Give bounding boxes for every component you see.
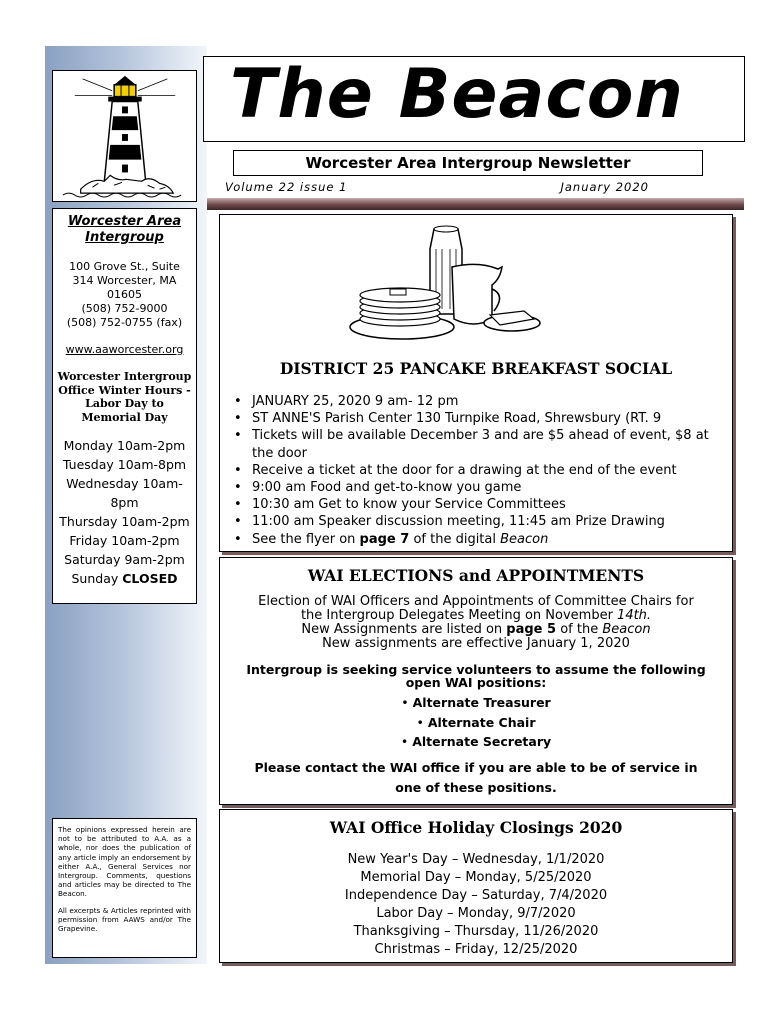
hours-wednesday: Wednesday 10am-8pm [66, 476, 183, 510]
list-item: • Receive a ticket at the door for a drawing at the end of the event [232, 462, 730, 479]
hours-saturday: Saturday 9am-2pm [64, 552, 185, 567]
list-item: • Tickets will be available December 3 and are $5 ahead of event, $8 at the door [232, 427, 730, 461]
office-address: 100 Grove St., Suite 314 Worcester, MA 01605 (508) 752-9000 (508) 752-0755 (fax) [57, 260, 192, 330]
list-item: • ST ANNE'S Parish Center 130 Turnpike Road, Shrewsbury (RT. 9 [232, 410, 730, 427]
office-fax: (508) 752-0755 (fax) [66, 316, 183, 329]
contact-note: Please contact the WAI office if you are able to be of service in one of these positions. [254, 759, 698, 795]
disclaimer-text: The opinions expressed herein are not to be attributed to A.A. as a whole, nor does the publication of any article imply an endorsement by either A.A., General Services nor Intergroup. Comments, questions and articles may be directed to The Beacon. [58, 825, 191, 899]
issue-line [225, 180, 655, 196]
pancake-details-list [232, 393, 730, 548]
pancake-heading: DISTRICT 25 PANCAKE BREAKFAST SOCIAL [279, 359, 673, 378]
lighthouse-icon [53, 71, 196, 201]
intergroup-info-box [52, 208, 197, 604]
office-hours-title: Worcester Intergroup Office Winter Hours - Labor Day to Memorial Day [57, 370, 192, 424]
issue-date: January 2020 [560, 180, 649, 194]
website-link[interactable]: www.aaworcester.org [65, 343, 184, 356]
holidays-heading: WAI Office Holiday Closings 2020 [329, 818, 623, 837]
hours-sunday: Sunday CLOSED [71, 571, 178, 586]
masthead-box [203, 56, 745, 142]
hours-tuesday: Tuesday 10am-8pm [62, 457, 187, 472]
volume-label: Volume 22 issue 1 [225, 180, 348, 194]
list-item: Memorial Day – Monday, 5/25/2020 [360, 870, 592, 885]
elections-heading: WAI ELECTIONS and APPOINTMENTS [307, 566, 645, 585]
list-item: • Alternate Secretary [220, 732, 732, 752]
hours-monday: Monday 10am-2pm [63, 438, 186, 453]
list-item: • Alternate Treasurer [220, 693, 732, 713]
holiday-closings-section [219, 809, 733, 963]
list-item: New Year's Day – Wednesday, 1/1/2020 [347, 852, 605, 867]
hours-thursday: Thursday 10am-2pm [59, 514, 190, 529]
list-item: Thanksgiving – Thursday, 11/26/2020 [353, 924, 599, 939]
office-phone: (508) 752-9000 [81, 302, 168, 315]
list-item: • See the flyer on page 7 of the digital Beacon [232, 531, 730, 548]
list-item: • 10:30 am Get to know your Service Committees [232, 496, 730, 513]
lighthouse-logo [52, 70, 197, 202]
list-item: Christmas – Friday, 12/25/2020 [374, 942, 578, 957]
list-item: Labor Day – Monday, 9/7/2020 [376, 906, 576, 921]
masthead-subtitle: Worcester Area Intergroup Newsletter [233, 150, 703, 176]
hours-friday: Friday 10am-2pm [69, 533, 180, 548]
elections-section [219, 557, 733, 805]
open-positions-list [220, 693, 732, 752]
pancake-breakfast-section [219, 214, 733, 552]
list-item: • 11:00 am Speaker discussion meeting, 11:45 am Prize Drawing [232, 513, 730, 530]
office-hours-list [57, 436, 192, 588]
pancake-breakfast-icon [302, 219, 542, 347]
list-item: • JANUARY 25, 2020 9 am- 12 pm [232, 393, 730, 410]
reprint-notice: All excerpts & Articles reprinted with permission from AAWS and/or The Grapevine. [58, 905, 191, 934]
holiday-list [220, 851, 732, 959]
disclaimer-box [52, 818, 197, 958]
list-item: Independence Day – Saturday, 7/4/2020 [344, 888, 608, 903]
list-item: • Alternate Chair [220, 713, 732, 733]
info-title: Worcester Area Intergroup [67, 214, 182, 245]
volunteer-request: Intergroup is seeking service volunteers to assume the following open WAI positions: [246, 662, 706, 690]
list-item: • 9:00 am Food and get-to-know you game [232, 479, 730, 496]
masthead-title: The Beacon [230, 56, 684, 134]
header-rule [207, 198, 744, 210]
elections-body: Election of WAI Officers and Appointments of Committee Chairs for the Intergroup Delegates Meeting on November 14th. New Assignments are listed on page 5 of the Beacon New assignments are effective January 1, 2020 [258, 594, 694, 651]
